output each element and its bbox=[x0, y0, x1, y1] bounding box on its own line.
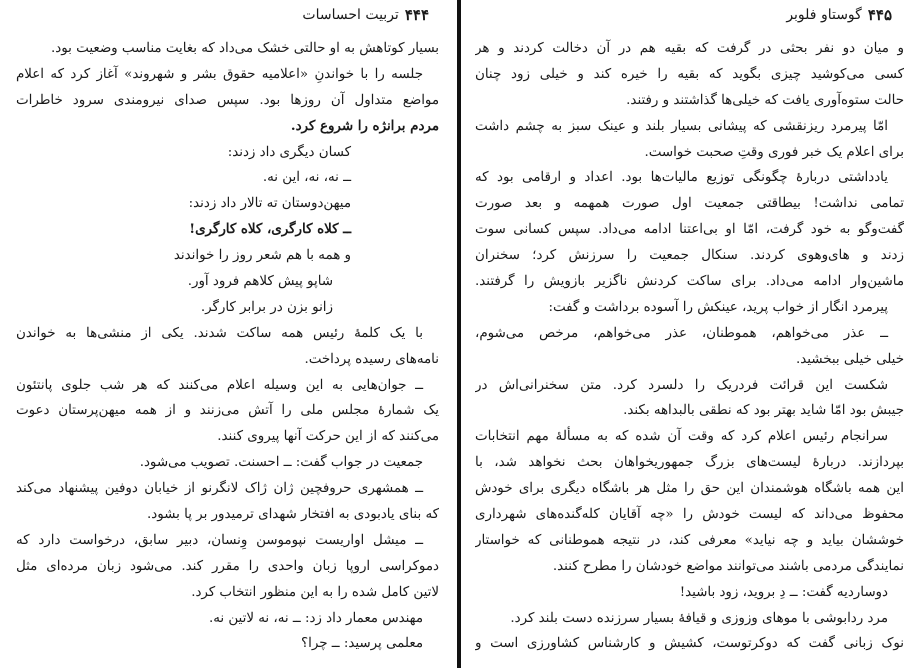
text-line: و همه با هم شعر روز را خواندند bbox=[173, 248, 351, 264]
text-line: معلمی پرسید: ــ چرا؟ bbox=[301, 636, 423, 652]
text-line: لاتین کامل شده را به این منظور انتخاب کرد. bbox=[191, 584, 439, 600]
text-line: این همه باشگاه هوشمندان این حق را مثل هر باشگاه دیگری برای خودش bbox=[475, 481, 904, 497]
text-line: ــ جوان‌هایی به این وسیله اعلام می‌کنند که هر شب جلوی پانتئون bbox=[16, 377, 423, 393]
text-line: شکست این قرائت فردریک را دلسرد کرد. متن سخنرانی‌اش در bbox=[475, 377, 888, 393]
text-line: پیرمرد انگار از خواب پرید، عینکش را آسوده برداشت و گفت: bbox=[548, 299, 888, 315]
left-page-text bbox=[16, 36, 439, 657]
text-line: حالت ستوه‌آوری یافت که خیلی‌ها گذاشتند و رفتند. bbox=[626, 92, 904, 108]
text-line: ــ عذر می‌خواهم، هموطنان، عذر می‌خواهم، مرخص می‌شوم، bbox=[475, 325, 888, 341]
text-line: مهندس معمار داد زد: ــ نه، نه لاتین نه. bbox=[208, 610, 423, 626]
text-line: دوساردیه گفت: ــ دِ بروید، زود باشید! bbox=[679, 584, 888, 600]
text-line: نامه‌های رسیده پرداخت. bbox=[304, 351, 439, 367]
text-line: برای اعلام یک خبر فوری وقتِ صحبت خواست. bbox=[644, 144, 904, 160]
left-page-header bbox=[302, 4, 435, 26]
text-line: ــ میشل اواریست نپوموسن وِنسان، دبیر سابق، درخواست دارد که bbox=[16, 532, 423, 548]
right-page-number: ۴۴۵ bbox=[867, 6, 892, 24]
text-line: تمامی نداشت! بیطاقتی جمعیت اول صورت همهمه و بعد صورت bbox=[475, 196, 904, 212]
text-line: مردم برانژه را شروع کرد. bbox=[290, 117, 439, 134]
right-page-text bbox=[475, 36, 904, 657]
text-line: یک شمارهٔ مجلس ملی را آتش می‌زنند و از همه میهن‌پرستان دعوت bbox=[16, 403, 439, 419]
text-line: میهن‌دوستان ته تالار داد زدند: bbox=[188, 196, 351, 212]
text-line: محفوظ می‌داند که لیست خودش را «چه آقایان کله‌گنده‌های شهرداری bbox=[475, 507, 904, 523]
left-page-number: ۴۴۴ bbox=[404, 6, 429, 24]
right-page bbox=[461, 0, 922, 668]
text-line: گفت‌وگو به خود گرفت، امّا او بی‌اعتنا ادامه می‌داد. سپس کسانی سوت bbox=[475, 222, 904, 238]
text-line: خوششان بیاید و چه نیاید» معرفی کند، در نتیجه هموطنانی که خواستار bbox=[475, 532, 904, 548]
text-line: بسیار کوتاهش به او حالتی خشک می‌داد که بغایت مناسب وضعیت بود. bbox=[51, 41, 439, 56]
right-page-header bbox=[786, 4, 898, 26]
text-line: دموکراسی اروپا زبان واحدی را مقرر کند. می‌شود زبان مرده‌ای مثل bbox=[16, 558, 439, 574]
text-line: و میان دو نفر بحثی در گرفت که بقیه هم در آن دخالت کردند و هر bbox=[475, 41, 904, 56]
text-line: که بنای یادبودی به افتخار شهدای ترمیدور بر پا بشود. bbox=[147, 507, 439, 523]
left-page bbox=[0, 0, 457, 668]
left-page-running-title: تربیت احساسات bbox=[302, 7, 399, 23]
right-page-running-title: گوستاو فلوبر bbox=[786, 7, 862, 23]
text-line: کسان دیگری داد زدند: bbox=[227, 144, 351, 160]
text-line: زانو بزن در برابر کارگر. bbox=[200, 299, 333, 315]
text-line: زدند و های‌وهوی کردند. سنکال جمعیت را سرزنش کرد؛ سخنران bbox=[475, 248, 904, 264]
text-line: خیلی خیلی ببخشید. bbox=[795, 351, 904, 367]
text-line: سرانجام رئیس اعلام کرد که وقت آن شده که به مسألهٔ مهم انتخابات bbox=[475, 429, 888, 445]
text-line: ــ همشهری حروفچین ژان ژاک لانگرنو از خیابان دوفین پیشنهاد می‌کند bbox=[16, 481, 423, 497]
text-line: جمعیت در جواب گفت: ــ احسنت. تصویب می‌شود. bbox=[139, 455, 423, 471]
text-line: کسی می‌کوشید چیزی بگوید که بقیه را خیره کند و خیلی زود چنان bbox=[475, 66, 904, 82]
text-line: ــ نه، نه، این نه. bbox=[262, 170, 351, 186]
text-line: نمایندگی مردمی باشند می‌توانند مواضع خودشان را مطرح کنند. bbox=[552, 558, 904, 574]
text-line: می‌کنند که از این حرکت آنها پیروی کنند. bbox=[217, 429, 439, 445]
text-line: جلسه را با خواندنِ «اعلامیه حقوق بشر و شهروند» آغاز کرد که اعلام bbox=[16, 66, 423, 82]
text-line: با یک کلمهٔ رئیس همه ساکت شدند. یکی از منشی‌ها به خواندن bbox=[16, 325, 423, 341]
text-line: ماشین‌وار ادامه می‌داد. برای ساکت کردنش ناگزیر بازویش را گرفتند. bbox=[475, 274, 904, 290]
text-line: مواضع متداول آن روزها بود. سپس صدای نیرومندی سرود خاطرات bbox=[16, 92, 439, 108]
text-line: شاپو پیش کلاهم فرود آور. bbox=[187, 274, 333, 290]
text-line: نوک زبانی گفت که دوکرتوست، کشیش و کارشناس کشاورزی است و bbox=[475, 636, 904, 652]
text-line: مرد ردابوشی با موهای وزوزی و قیافهٔ بسیار سرزنده دست بلند کرد. bbox=[510, 610, 888, 626]
text-line: امّا پیرمرد ریزنقشی که پیشانی بسیار بلند و عینک سبز به چشم داشت bbox=[475, 118, 888, 134]
text-line: بپردازند. دربارهٔ لیست‌های بزرگ جمهوریخواهان بحث نخواهد شد، با bbox=[475, 455, 904, 471]
text-line: یادداشتی دربارهٔ چگونگی توزیع مالیات‌ها بود. اعداد و ارقامی بود که bbox=[475, 170, 888, 186]
text-line: جیبش بود امّا شاید بهتر بود که نطقی بالبداهه بکند. bbox=[623, 403, 904, 419]
text-line: ــ کلاه کارگری، کلاه کارگری! bbox=[189, 221, 351, 238]
